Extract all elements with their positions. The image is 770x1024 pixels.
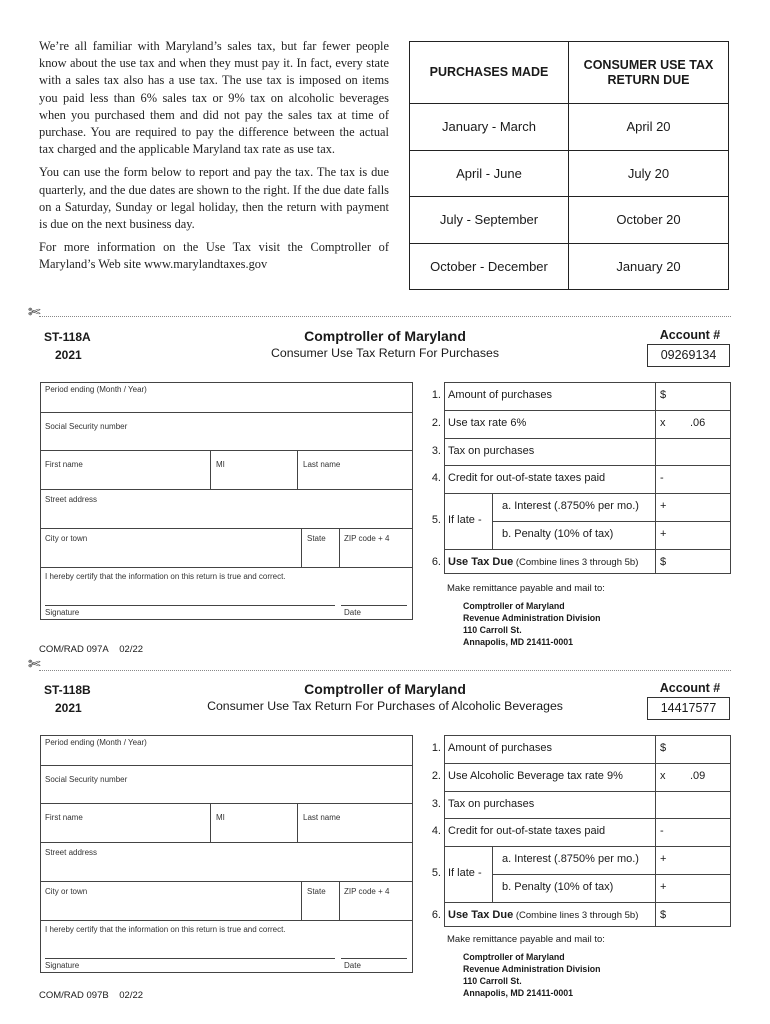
table-row [410,197,729,244]
plus-sign: + [660,881,667,893]
address-line: Comptroller of Maryland [463,952,565,962]
account-number-field[interactable]: 09269134 [647,344,730,367]
divider [444,763,731,764]
line-label: Amount of purchases [448,742,552,754]
date-field[interactable]: Date [344,608,361,617]
period-cell: January - March [410,104,569,151]
form-year: 2021 [55,701,82,715]
city-field[interactable]: City or town [45,887,88,896]
tax-rate: .06 [690,417,706,429]
line-number: 3. [431,798,441,810]
cut-line [39,316,731,317]
footer-date: 02/22 [119,644,144,655]
taxpayer-info-box [40,382,413,620]
intro-paragraph-2: You can use the form below to report and pay the tax. The tax is due quarterly, and the due dates are shown to the right. If the due date falls on a Saturday, Sunday or legal holiday, then the return with payment is due on the next business day. [39,165,389,232]
zip-field[interactable]: ZIP code + 4 [344,887,390,896]
first-name-field[interactable]: First name [45,460,83,469]
form-title: Comptroller of Maryland [304,328,466,344]
period-ending-field[interactable]: Period ending (Month / Year) [45,738,147,747]
intro-paragraph-1: We’re all familiar with Maryland’s sales tax, but far fewer people know about the use tax and when they must pay it. In fact, every state with a sales tax also has a use tax. The use tax is imposed on items you paid less than 6% sales tax or 9% tax on alcoholic beverages when you purchased them and did not pay the sales tax at time of purchase. You are required to pay the difference between the actual tax charged and the applicable Maryland tax rate as use tax. [39,39,389,157]
address-line: 110 Carroll St. [463,625,522,635]
first-name-field[interactable]: First name [45,813,83,822]
certify-text: I hereby certify that the information on this return is true and correct. [45,925,286,934]
divider [41,765,412,766]
line-number: 2. [431,417,441,429]
divider [492,521,731,522]
divider [492,874,731,875]
line-number: 6. [431,909,441,921]
form-code: ST-118A [44,330,91,344]
divider [492,493,493,549]
line-number: 4. [431,825,441,837]
divider [41,842,412,843]
divider [41,528,412,529]
line-hint: (Combine lines 3 through 5b) [513,557,639,568]
divider [41,803,412,804]
footer-date: 02/22 [119,990,144,1001]
divider [41,489,412,490]
form-subtitle: Consumer Use Tax Return For Purchases of Alcoholic Beverages [207,699,563,713]
due-date-table [409,41,729,290]
plus-sign: + [660,853,667,865]
period-cell: July - September [410,197,569,244]
address-line: Annapolis, MD 21411-0001 [463,637,574,647]
account-number-field[interactable]: 14417577 [647,697,730,720]
form-year: 2021 [55,348,82,362]
line-label: Tax on purchases [448,798,535,810]
divider [339,881,340,920]
use-tax-due-label: Use Tax Due [448,909,514,921]
scissors-icon: ✄ [28,656,41,673]
plus-sign: + [660,528,667,540]
line-number: 5. [431,514,441,526]
scissors-icon: ✄ [28,304,41,321]
intro-text [39,38,389,280]
form-title: Comptroller of Maryland [304,681,466,697]
tax-rate: .09 [690,770,706,782]
state-field[interactable]: State [307,534,326,543]
address-line: Revenue Administration Division [463,613,601,623]
minus-sign: - [660,825,664,837]
taxpayer-info-box [40,735,413,973]
last-name-field[interactable]: Last name [303,813,341,822]
intro-paragraph-3: For more information on the Use Tax visit the Comptroller of Maryland’s Web site www.marylandtaxes.gov [39,240,389,272]
divider [444,791,731,792]
line-number: 3. [431,445,441,457]
divider [444,549,731,550]
divider [41,450,412,451]
due-cell: January 20 [569,243,729,290]
last-name-field[interactable]: Last name [303,460,341,469]
line-label: b. Penalty (10% of tax) [502,881,614,893]
address-line: Annapolis, MD 21411-0001 [463,988,574,998]
zip-field[interactable]: ZIP code + 4 [344,534,390,543]
date-field[interactable]: Date [344,961,361,970]
signature-field[interactable]: Signature [45,961,80,970]
remit-text: Make remittance payable and mail to: [447,583,605,594]
remit-text: Make remittance payable and mail to: [447,934,605,945]
due-cell: April 20 [569,104,729,151]
divider [492,846,493,902]
certify-text: I hereby certify that the information on this return is true and correct. [45,572,286,581]
address-line: 110 Carroll St. [463,976,522,986]
table-row [410,243,729,290]
divider [210,803,211,842]
divider [210,450,211,489]
minus-sign: - [660,472,664,484]
ssn-field[interactable]: Social Security number [45,422,128,431]
dollar-sign: $ [660,742,667,754]
line-label: Tax on purchases [448,445,535,457]
cut-line [39,670,731,671]
line-number: 6. [431,556,441,568]
street-address-field[interactable]: Street address [45,495,98,504]
if-late-label: If late - [448,867,482,879]
due-date-header [410,42,729,104]
divider [444,846,731,847]
dollar-sign: $ [660,389,667,401]
divider [297,803,298,842]
line-label: b. Penalty (10% of tax) [502,528,614,540]
line-label: Credit for out-of-state taxes paid [448,472,606,484]
line-hint: (Combine lines 3 through 5b) [513,910,639,921]
signature-field[interactable]: Signature [45,608,80,617]
account-label: Account # [659,681,721,695]
line-label [448,556,638,568]
period-cell: April - June [410,150,569,197]
table-row [410,150,729,197]
line-label [448,909,638,921]
divider [301,528,302,567]
line-label: Amount of purchases [448,389,552,401]
signature-line [45,605,335,606]
form-footer [39,644,143,655]
city-field[interactable]: City or town [45,534,88,543]
line-number: 2. [431,770,441,782]
divider [444,410,731,411]
due-cell: October 20 [569,197,729,244]
line-label: Use Alcoholic Beverage tax rate 9% [448,770,623,782]
mi-field[interactable]: MI [216,460,225,469]
divider [339,528,340,567]
form-subtitle: Consumer Use Tax Return For Purchases [270,346,500,360]
period-cell: October - December [410,243,569,290]
divider [444,902,731,903]
signature-line [45,958,335,959]
line-number: 5. [431,867,441,879]
purchases-made-header: PURCHASES MADE [410,42,569,104]
return-due-header: CONSUMER USE TAX RETURN DUE [569,42,729,104]
divider [301,881,302,920]
form-code: ST-118B [44,683,91,697]
line-number: 1. [431,742,441,754]
form-st-118a [0,330,770,670]
street-address-field[interactable]: Street address [45,848,98,857]
line-number: 4. [431,472,441,484]
account-label: Account # [659,328,721,342]
date-line [341,958,407,959]
footer-code: COM/RAD 097A [39,644,109,655]
mi-field[interactable]: MI [216,813,225,822]
table-row [410,104,729,151]
address-line: Revenue Administration Division [463,964,601,974]
line-label: Use tax rate 6% [448,417,527,429]
line-label: a. Interest (.8750% per mo.) [502,500,639,512]
divider [444,465,731,466]
divider [444,493,731,494]
address-line: Comptroller of Maryland [463,601,565,611]
mailing-address [463,951,601,999]
ssn-field[interactable]: Social Security number [45,775,128,784]
plus-sign: + [660,500,667,512]
divider [41,567,412,568]
divider [444,818,731,819]
dollar-sign: $ [660,556,667,568]
state-field[interactable]: State [307,887,326,896]
line-label: Credit for out-of-state taxes paid [448,825,606,837]
line-number: 1. [431,389,441,401]
divider [41,881,412,882]
dollar-sign: $ [660,909,667,921]
times-sign: x [660,417,666,429]
date-line [341,605,407,606]
times-sign: x [660,770,666,782]
divider [41,412,412,413]
period-ending-field[interactable]: Period ending (Month / Year) [45,385,147,394]
due-cell: July 20 [569,150,729,197]
form-footer [39,990,143,1001]
if-late-label: If late - [448,514,482,526]
form-st-118b [0,683,770,1023]
divider [444,438,731,439]
divider [41,920,412,921]
divider [297,450,298,489]
footer-code: COM/RAD 097B [39,990,109,1001]
use-tax-due-label: Use Tax Due [448,556,514,568]
line-label: a. Interest (.8750% per mo.) [502,853,639,865]
mailing-address [463,600,601,648]
